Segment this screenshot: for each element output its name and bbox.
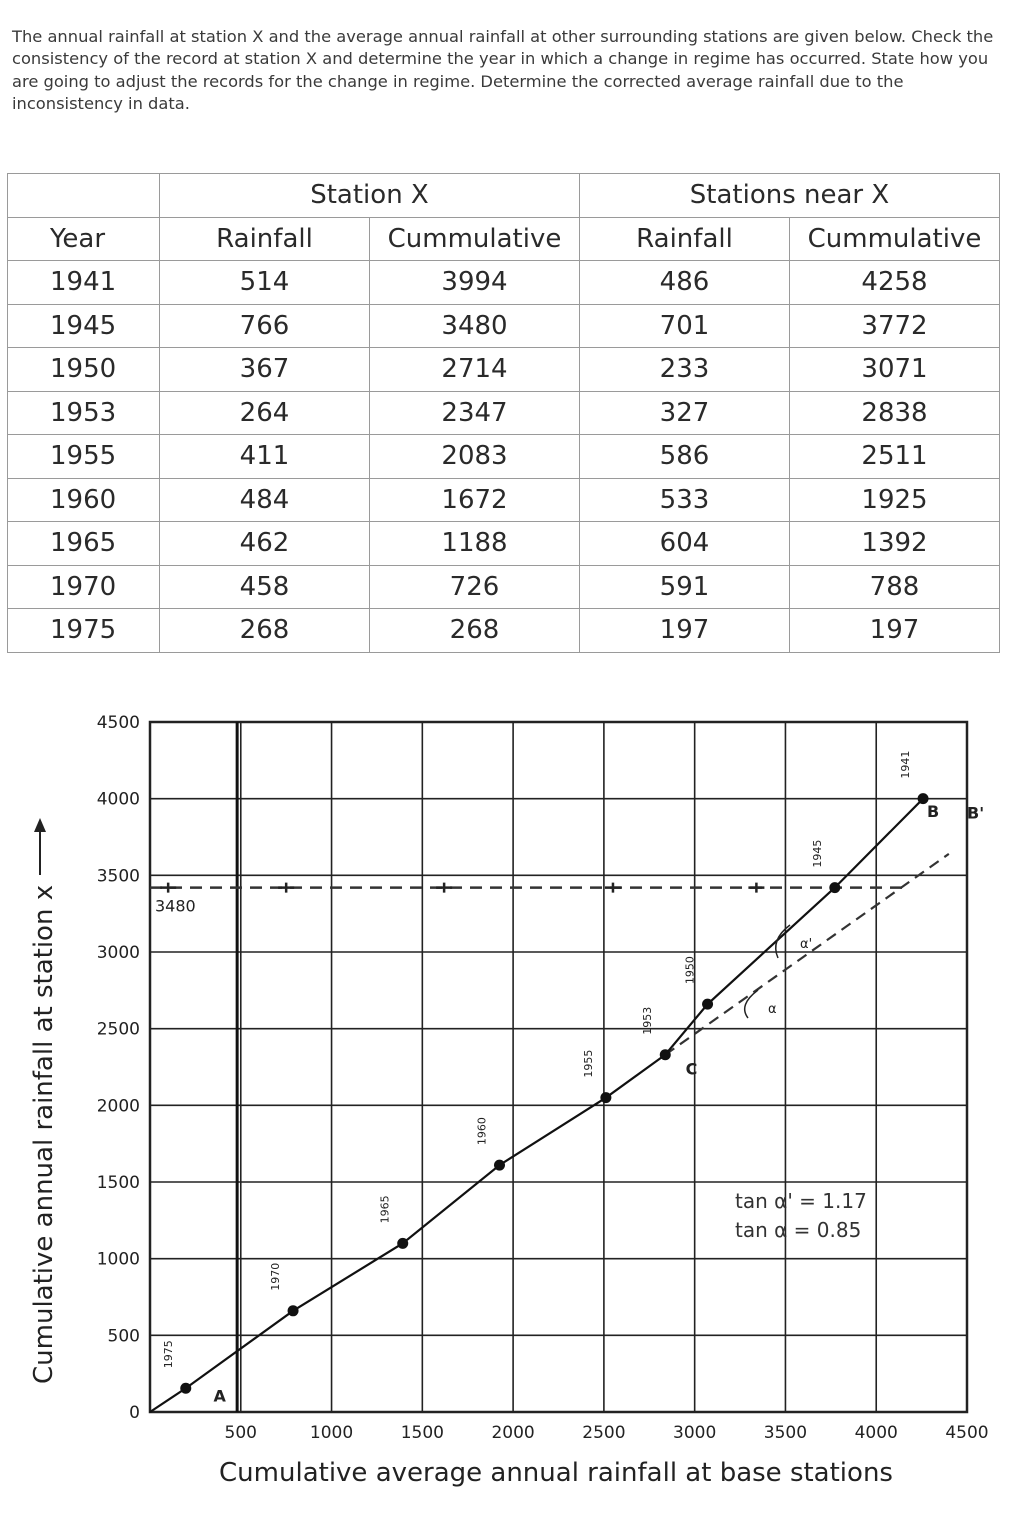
x-tick-label: 4500	[945, 1423, 989, 1443]
gridlines	[150, 722, 967, 1412]
station-x-group-header: Station X	[160, 174, 580, 218]
horizontal-dashed-line	[150, 883, 903, 916]
x-tick-label: 3500	[763, 1423, 808, 1443]
tan-alpha-prime-annotation: tan α' = 1.17	[735, 1189, 867, 1213]
cell-x-cumulative: 2347	[370, 391, 580, 435]
data-point	[702, 999, 713, 1010]
cell-year: 1960	[8, 478, 160, 522]
question-text: The annual rainfall at station X and the average annual rainfall at other surrounding stations are given below. Check the consistency of the record at station X and determine the year in which a change in regime has occurred. State how you are going to adjust the records for the change in regime. Determine the corrected average rainfall due to the inconsistency in data.	[12, 27, 994, 114]
point-label: C	[685, 1059, 698, 1079]
axis-tick-labels	[97, 713, 989, 1443]
column-header-year: Year	[8, 217, 160, 261]
data-point	[660, 1049, 671, 1060]
table-corner-cell	[8, 174, 160, 218]
data-point	[494, 1160, 505, 1171]
cell-year: 1950	[8, 348, 160, 392]
x-tick-label: 2000	[491, 1423, 535, 1443]
y-tick-label: 3000	[96, 943, 140, 963]
cell-near-cumulative: 2511	[790, 435, 1000, 479]
cell-x-cumulative: 726	[370, 565, 580, 609]
cell-near-cumulative: 1925	[790, 478, 1000, 522]
point-label: A	[213, 1386, 226, 1406]
stations-near-x-group-header: Stations near X	[580, 174, 1000, 218]
cell-x-rainfall: 458	[160, 565, 370, 609]
table-group-header-row	[8, 174, 1000, 218]
data-point	[288, 1305, 299, 1316]
y-tick-label: 1500	[96, 1173, 140, 1193]
table-row	[8, 478, 1000, 522]
y-tick-label: 500	[107, 1326, 140, 1347]
dashed-line-marker	[278, 883, 294, 893]
table-row	[8, 304, 1000, 348]
y-tick-label: 4500	[96, 713, 140, 733]
point-label: B'	[967, 803, 985, 823]
cell-near-rainfall: 604	[580, 522, 790, 566]
table-body	[8, 261, 1000, 653]
table-row	[8, 391, 1000, 435]
cell-x-rainfall: 367	[160, 348, 370, 392]
cell-x-rainfall: 264	[160, 391, 370, 435]
dashed-line-marker	[160, 883, 176, 893]
y-tick-label: 0	[129, 1403, 140, 1423]
data-point-year-label: 1941	[899, 750, 913, 779]
y-tick-label: 4000	[96, 789, 140, 810]
angle-label-alpha: α	[768, 1002, 777, 1017]
x-tick-label: 1000	[309, 1423, 354, 1443]
data-point	[180, 1383, 191, 1394]
cell-x-rainfall: 462	[160, 522, 370, 566]
data-point-year-label: 1960	[475, 1117, 489, 1146]
cell-near-rainfall: 591	[580, 565, 790, 609]
x-tick-label: 2500	[582, 1423, 626, 1443]
column-header-x-cumulative: Cummulative	[370, 217, 580, 261]
column-header-near-rainfall: Rainfall	[580, 217, 790, 261]
rainfall-table	[7, 173, 1000, 653]
dashed-line-marker	[436, 883, 452, 893]
cell-near-cumulative: 197	[790, 609, 1000, 653]
cell-year: 1953	[8, 391, 160, 435]
cell-x-rainfall: 484	[160, 478, 370, 522]
y-tick-label: 2000	[96, 1096, 140, 1117]
cell-near-rainfall: 486	[580, 261, 790, 305]
x-tick-label: 1500	[400, 1423, 444, 1443]
cell-x-cumulative: 2083	[370, 435, 580, 479]
y-tick-label: 3500	[96, 866, 140, 887]
cell-year: 1955	[8, 435, 160, 479]
data-point-year-label: 1950	[683, 956, 697, 985]
cell-near-cumulative: 4258	[790, 261, 1000, 305]
cell-near-cumulative: 2838	[790, 391, 1000, 435]
cell-x-rainfall: 514	[160, 261, 370, 305]
cell-year: 1945	[8, 304, 160, 348]
data-point	[397, 1238, 408, 1249]
table-row	[8, 522, 1000, 566]
projection-dashed-line	[665, 854, 949, 1055]
data-point-year-label: 1953	[641, 1006, 655, 1035]
data-point-year-label: 1965	[378, 1195, 392, 1224]
table-row	[8, 261, 1000, 305]
angle-arc-alpha	[745, 990, 758, 1018]
tan-alpha-annotation: tan α = 0.85	[735, 1218, 862, 1242]
cell-year: 1941	[8, 261, 160, 305]
data-point	[600, 1092, 611, 1103]
cell-near-rainfall: 233	[580, 348, 790, 392]
plot-area-frame	[150, 722, 967, 1412]
cell-x-rainfall: 268	[160, 609, 370, 653]
angle-arcs	[745, 925, 812, 1018]
cell-x-cumulative: 3480	[370, 304, 580, 348]
cell-near-rainfall: 586	[580, 435, 790, 479]
data-point-year-label: 1945	[810, 839, 824, 868]
y-tick-label: 2500	[96, 1019, 140, 1040]
cell-near-cumulative: 788	[790, 565, 1000, 609]
data-point-year-label: 1975	[161, 1340, 175, 1369]
column-header-x-rainfall: Rainfall	[160, 217, 370, 261]
table-row	[8, 609, 1000, 653]
cell-x-rainfall: 411	[160, 435, 370, 479]
cell-near-cumulative: 1392	[790, 522, 1000, 566]
cell-x-cumulative: 1672	[370, 478, 580, 522]
cell-x-cumulative: 2714	[370, 348, 580, 392]
series-line	[150, 751, 929, 1412]
x-tick-label: 500	[224, 1423, 258, 1443]
cell-near-cumulative: 3071	[790, 348, 1000, 392]
x-tick-label: 4000	[854, 1423, 898, 1443]
angle-label-alpha-prime: α'	[800, 937, 813, 952]
data-point-year-label: 1955	[581, 1049, 595, 1078]
table-row	[8, 565, 1000, 609]
cell-x-rainfall: 766	[160, 304, 370, 348]
projection-line	[665, 854, 949, 1055]
cell-near-rainfall: 197	[580, 609, 790, 653]
cell-x-cumulative: 1188	[370, 522, 580, 566]
point-labels	[214, 802, 985, 1405]
x-tick-label: 3000	[673, 1423, 717, 1443]
y-axis-title-arrow	[34, 818, 46, 875]
table-column-header-row	[8, 217, 1000, 261]
cell-near-cumulative: 3772	[790, 304, 1000, 348]
cell-near-rainfall: 701	[580, 304, 790, 348]
cell-near-rainfall: 327	[580, 391, 790, 435]
point-label: B	[927, 802, 940, 822]
double-mass-chart	[0, 680, 1029, 1530]
x-axis-title: Cumulative average annual rainfall at base stations	[219, 1458, 893, 1488]
dashed-line-marker	[748, 883, 764, 893]
y-axis-title: Cumulative annual rainfall at station x	[29, 884, 59, 1384]
dashed-line-label: 3480	[155, 896, 196, 916]
data-point	[829, 882, 840, 893]
cell-x-cumulative: 268	[370, 609, 580, 653]
y-tick-label: 1000	[96, 1249, 140, 1270]
cell-year: 1975	[8, 609, 160, 653]
cell-x-cumulative: 3994	[370, 261, 580, 305]
data-point-year-label: 1970	[269, 1262, 283, 1291]
cell-year: 1965	[8, 522, 160, 566]
table-row	[8, 348, 1000, 392]
column-header-near-cumulative: Cummulative	[790, 217, 1000, 261]
cell-year: 1970	[8, 565, 160, 609]
dashed-line-marker	[605, 883, 621, 893]
table-row	[8, 435, 1000, 479]
cell-near-rainfall: 533	[580, 478, 790, 522]
